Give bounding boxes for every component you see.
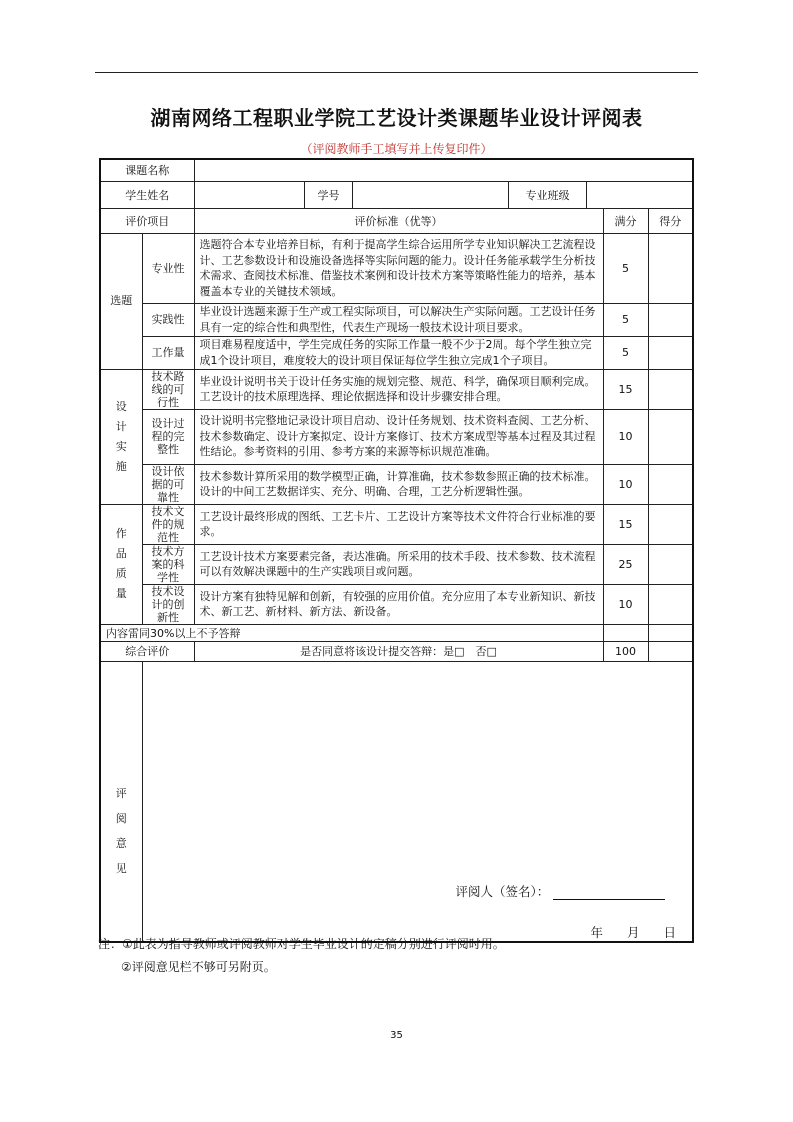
reviewer-sign-row xyxy=(456,882,666,900)
class-label: 专业班级 xyxy=(509,182,587,208)
duplicate-note: 内容雷同30%以上不予答辩 xyxy=(100,624,603,641)
student-id-label: 学号 xyxy=(305,182,353,208)
criterion-standard: 设计说明书完整地记录设计项目启动、设计任务规划、技术资料查阅、工艺分析、技术参数确定、设计方案拟定、设计方案修订、技术方案成型等基本过程及其过程性结论。参考资料的引用、参考方案的来源等标识规范准确。 xyxy=(194,409,603,464)
criterion-standard: 项目难易程度适中，学生完成任务的实际工作量一般不少于2周。每个学生独立完成1个设计项目，难度较大的设计项目保证每位学生独立完成1个子项目。 xyxy=(194,336,603,369)
criterion-label: 技术方案的科学性 xyxy=(142,544,194,584)
student-id-field[interactable] xyxy=(353,182,509,208)
criterion-score-field[interactable] xyxy=(648,409,693,464)
opinion-label xyxy=(100,661,142,942)
criterion-label: 技术路线的可行性 xyxy=(142,369,194,409)
evaluation-form xyxy=(99,158,694,943)
category-quality: 作品质量 xyxy=(100,504,142,624)
criterion-full-score: 10 xyxy=(603,584,648,624)
criterion-label: 设计依据的可靠性 xyxy=(142,464,194,504)
criterion-score-field[interactable] xyxy=(648,584,693,624)
footnote-1: 注：①此表为指导教师或评阅教师对学生毕业设计的定稿分别进行评阅时用。 xyxy=(98,937,505,951)
student-name-field[interactable] xyxy=(195,182,305,208)
opinion-label-text: 评阅意见 xyxy=(115,787,127,876)
criterion-full-score: 5 xyxy=(603,303,648,336)
signature-line[interactable] xyxy=(553,885,665,900)
total-score-field[interactable] xyxy=(648,641,693,661)
category-topic: 选题 xyxy=(100,233,142,369)
criterion-label: 设计过程的完整性 xyxy=(142,409,194,464)
topic-field[interactable] xyxy=(194,159,693,181)
criterion-full-score: 10 xyxy=(603,464,648,504)
page-title: 湖南网络工程职业学院工艺设计类课题毕业设计评阅表 xyxy=(150,106,643,130)
criterion-score-field[interactable] xyxy=(648,303,693,336)
criterion-score-field[interactable] xyxy=(648,544,693,584)
criterion-full-score: 15 xyxy=(603,369,648,409)
footnote-2: ②评阅意见栏不够可另附页。 xyxy=(121,960,276,974)
criterion-label: 工作量 xyxy=(142,336,194,369)
opinion-field[interactable] xyxy=(142,661,693,942)
col-score-header: 得分 xyxy=(648,208,693,233)
col-full-header: 满分 xyxy=(603,208,648,233)
student-label: 学生姓名 xyxy=(100,181,194,208)
criterion-standard: 技术参数计算所采用的数学模型正确，计算准确，技术参数参照正确的技术标准。设计的中间工艺数据详实、充分、明确、合理，工艺分析逻辑性强。 xyxy=(194,464,603,504)
category-implementation: 设计实施 xyxy=(100,369,142,504)
criterion-full-score: 5 xyxy=(603,233,648,303)
criterion-standard: 工艺设计技术方案要素完备，表达准确。所采用的技术手段、技术参数、技术流程可以有效解决课题中的生产实践项目或问题。 xyxy=(194,544,603,584)
criterion-label: 技术设计的创新性 xyxy=(142,584,194,624)
topic-label: 课题名称 xyxy=(100,159,194,181)
criterion-standard: 选题符合本专业培养目标，有利于提高学生综合运用所学专业知识解决工艺流程设计、工艺参数设计和设施设备选择等实际问题的能力。设计任务能承载学生分析技术需求、查阅技术标准、借鉴技术案例和设计技术方案等策略性能力的培养，基本覆盖本专业的关键技术领域。 xyxy=(194,233,603,303)
criterion-label: 技术文件的规范性 xyxy=(142,504,194,544)
criterion-score-field[interactable] xyxy=(648,233,693,303)
col-standard-header: 评价标准（优等） xyxy=(194,208,603,233)
empty-cell xyxy=(648,624,693,641)
criterion-standard: 设计方案有独特见解和创新，有较强的应用价值。充分应用了本专业新知识、新技术、新工艺、新材料、新方法、新设备。 xyxy=(194,584,603,624)
criterion-label: 实践性 xyxy=(142,303,194,336)
criterion-score-field[interactable] xyxy=(648,464,693,504)
student-row xyxy=(194,181,693,208)
criterion-score-field[interactable] xyxy=(648,504,693,544)
summary-label: 综合评价 xyxy=(100,641,194,661)
criterion-full-score: 25 xyxy=(603,544,648,584)
criterion-label: 专业性 xyxy=(142,233,194,303)
reviewer-label: 评阅人（签名）： xyxy=(455,883,550,899)
criterion-score-field[interactable] xyxy=(648,369,693,409)
total-score: 100 xyxy=(603,641,648,661)
page-subtitle: （评阅教师手工填写并上传复印件） xyxy=(300,142,493,156)
class-field[interactable] xyxy=(587,182,693,208)
criterion-full-score: 15 xyxy=(603,504,648,544)
col-item-header: 评价项目 xyxy=(100,208,194,233)
criterion-standard: 工艺设计最终形成的图纸、工艺卡片、工艺设计方案等技术文件符合行业标准的要求。 xyxy=(194,504,603,544)
page-number: 35 xyxy=(390,1030,403,1041)
submit-question[interactable]: 是否同意将该设计提交答辩：是□ 否□ xyxy=(194,641,603,661)
date-row: 年 月 日 xyxy=(590,924,676,940)
empty-cell xyxy=(603,624,648,641)
criterion-full-score: 10 xyxy=(603,409,648,464)
criterion-standard: 毕业设计选题来源于生产或工程实际项目，可以解决生产实际问题。工艺设计任务具有一定的综合性和典型性，代表生产现场一般技术设计项目要求。 xyxy=(194,303,603,336)
criterion-score-field[interactable] xyxy=(648,336,693,369)
criterion-standard: 毕业设计说明书关于设计任务实施的规划完整、规范、科学，确保项目顺利完成。工艺设计的技术原理选择、理论依据选择和设计步骤安排合理。 xyxy=(194,369,603,409)
top-rule xyxy=(95,72,698,73)
criterion-full-score: 5 xyxy=(603,336,648,369)
